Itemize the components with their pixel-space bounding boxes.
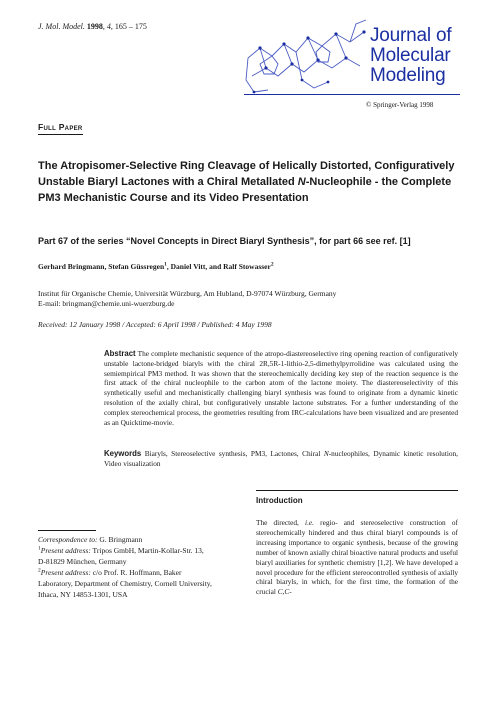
keywords-text-1: Biaryls, Stereoselective synthesis, PM3, Lactones, Chiral bbox=[141, 449, 324, 458]
journal-logo-title bbox=[370, 26, 451, 86]
journal-pages: 165 – 175 bbox=[114, 22, 147, 31]
introduction-heading: Introduction bbox=[256, 496, 303, 505]
authors-part-1: Gerhard Bringmann, Stefan Güssregen bbox=[38, 262, 165, 271]
intro-text-1: The directed, bbox=[256, 518, 306, 527]
abstract-text: The complete mechanistic sequence of the atropo-diastereoselective ring opening reaction of configuratively unstable lactone-bridged biaryls with the chiral 2R,5R-1-lithio-2,5-dimethylpyrrolidine was calculated using the semiempirical PM3 method. It was shown that the stereochemically deciding key step of the reaction sequence is the first attack of the chiral nucleophile to the carbon atom of the lactone moiety. The diastereoselectivity of this synthetically useful and mechanistically challenging biaryl synthesis was found to originate from a dynamic kinetic resolution of the axially chiral, but configuratively unstable lactone substrates. For a further understanding of the complex stereochemical process, the geometries resulting from IRC-calculations have been visualized and are presented as an Quicktime-movie. bbox=[104, 349, 458, 427]
author-list bbox=[38, 262, 274, 271]
footnote-mark-1: 1 bbox=[38, 545, 41, 552]
footnote-2-address: c/o Prof. R. Hoffmann, Baker bbox=[90, 568, 182, 577]
copyright-notice: © Springer-Verlag 1998 bbox=[366, 101, 434, 109]
abstract bbox=[104, 349, 458, 427]
series-note: Part 67 of the series “Novel Concepts in Direct Biaryl Synthesis”, for part 66 see ref. [1] bbox=[38, 236, 411, 246]
keywords-text-3: -nucleophiles, Dynamic kinetic resolution, Video visualization bbox=[104, 449, 459, 468]
intro-text-4: C,C bbox=[277, 587, 290, 597]
molecule-logo-icon bbox=[244, 18, 372, 98]
author-footnote-mark-1: 1 bbox=[164, 261, 167, 268]
title-text-3: -Nucleophile - the Complete PM3 Mechanistic Course and its Video Presentation bbox=[38, 176, 452, 204]
footnote-1-address-cont: D-81829 München, Germany bbox=[38, 557, 127, 566]
footnote-1-address: Tripos GmbH, Martin-Kollar-Str. 13, bbox=[90, 546, 204, 555]
logo-line-1: Journal of bbox=[370, 25, 452, 46]
logo-line-2: Molecular bbox=[370, 45, 451, 66]
introduction-divider bbox=[256, 490, 458, 491]
paper-type-label: Full Paper bbox=[38, 122, 83, 135]
intro-text-5: - bbox=[289, 587, 292, 597]
journal-volume: 4 bbox=[106, 22, 111, 31]
introduction-text bbox=[256, 518, 458, 597]
footnote-divider bbox=[38, 530, 96, 531]
intro-text-3: regio- and stereoselective construction of stereochemically hindered and thus chiral biaryl compounds is of increasing importance to organic synthesis, because of the growing number of known axially chiral bioactive natural products and useful biaryl auxiliaries for synthetic chemistry [1,2]. We have developed a novel procedure for the efficient stereocontrolled synthesis of axially chiral biaryls, in which, for the first time, the formation of the crucial bbox=[256, 518, 458, 597]
present-address-label-2: Present address: bbox=[40, 568, 91, 577]
footnotes bbox=[38, 534, 248, 600]
keywords bbox=[104, 449, 458, 469]
title-text-1: The Atropisomer-Selective Ring Cleavage of Helically Distorted, Configuratively Unstable Biaryl Lactones with a Chiral Metallated bbox=[38, 160, 455, 188]
footnote-mark-2: 2 bbox=[38, 567, 41, 574]
journal-abbrev: J. Mol. Model. bbox=[38, 22, 85, 31]
authors-part-2: , Daniel Vitt, and Ralf Stowasser bbox=[166, 262, 271, 271]
footnote-2-address-cont: Laboratory, Department of Chemistry, Cornell University, bbox=[38, 579, 212, 588]
abstract-label: Abstract bbox=[104, 349, 136, 358]
present-address-label-1: Present address: bbox=[40, 546, 91, 555]
intro-text-2: i.e. bbox=[305, 518, 314, 527]
paper-title bbox=[38, 158, 458, 206]
affiliation bbox=[38, 289, 336, 309]
affiliation-email[interactable]: E-mail: bringman@chemie.uni-wuerzburg.de bbox=[38, 299, 175, 308]
logo-divider bbox=[244, 94, 460, 95]
footnote-correspondence bbox=[38, 534, 248, 545]
logo-line-3: Modeling bbox=[370, 65, 446, 86]
author-footnote-mark-2: 2 bbox=[270, 261, 274, 268]
affiliation-address: Institut für Organische Chemie, Universität Würzburg, Am Hubland, D-97074 Würzburg, Germany bbox=[38, 289, 337, 298]
footnote-1 bbox=[38, 545, 248, 556]
correspondence-label: Correspondence to: bbox=[38, 535, 98, 544]
footnote-2 bbox=[38, 567, 248, 578]
keywords-label: Keywords bbox=[104, 449, 142, 458]
correspondence-name: G. Bringmann bbox=[97, 535, 143, 544]
journal-citation: J. Mol. Model. 1998, 4, 165 – 175 bbox=[38, 22, 147, 31]
journal-year: 1998 bbox=[86, 22, 103, 31]
publication-dates: Received: 12 January 1998 / Accepted: 6 April 1998 / Published: 4 May 1998 bbox=[38, 320, 272, 329]
footnote-2-address-city: Ithaca, NY 14853-1301, USA bbox=[38, 590, 128, 599]
keywords-text-2: N bbox=[323, 449, 329, 458]
title-text-2: N bbox=[297, 176, 306, 188]
